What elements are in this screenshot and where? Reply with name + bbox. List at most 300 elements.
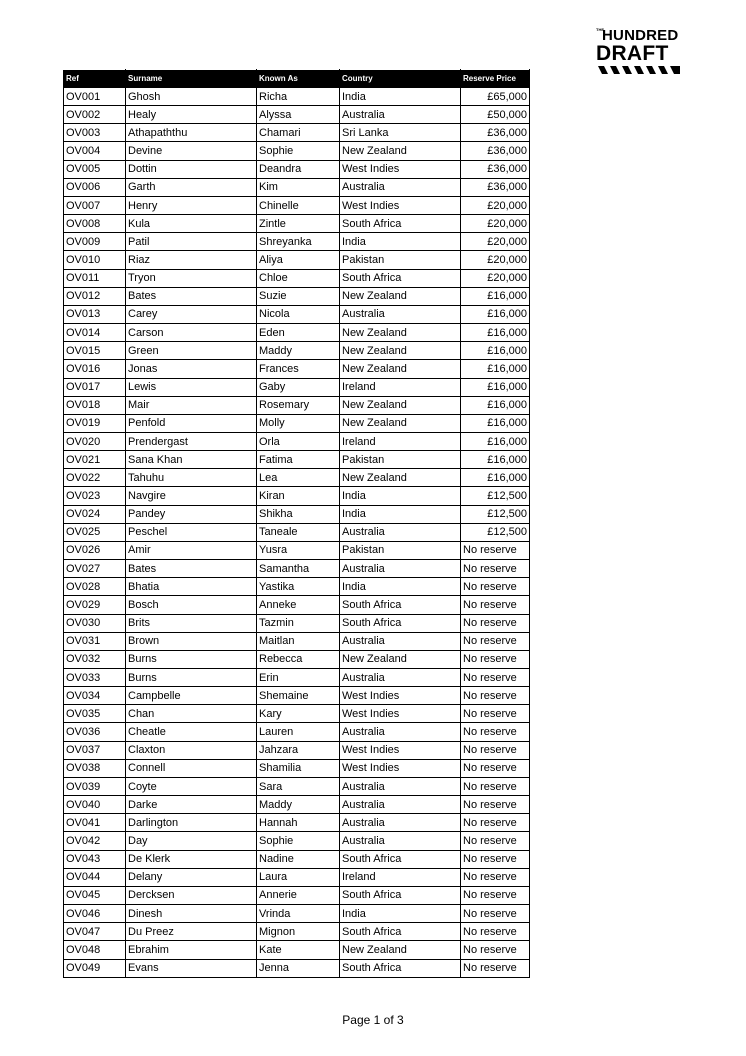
cell-surname: Devine xyxy=(126,142,257,160)
table-row xyxy=(64,814,530,832)
table-row xyxy=(64,777,530,795)
table-row xyxy=(64,596,530,614)
cell-ref: OV031 xyxy=(64,632,126,650)
cell-reserve-price: £16,000 xyxy=(461,305,530,323)
cell-known-as: Shamilia xyxy=(257,759,340,777)
cell-known-as: Molly xyxy=(257,414,340,432)
table-row xyxy=(64,196,530,214)
cell-known-as: Mignon xyxy=(257,923,340,941)
cell-reserve-price: £20,000 xyxy=(461,269,530,287)
table-row xyxy=(64,124,530,142)
cell-reserve-price: No reserve xyxy=(461,941,530,959)
cell-surname: Dercksen xyxy=(126,886,257,904)
cell-reserve-price: No reserve xyxy=(461,705,530,723)
col-header-ref: Ref xyxy=(64,70,126,88)
cell-known-as: Frances xyxy=(257,360,340,378)
cell-known-as: Chloe xyxy=(257,269,340,287)
cell-reserve-price: No reserve xyxy=(461,614,530,632)
cell-country: South Africa xyxy=(340,269,461,287)
table-row xyxy=(64,832,530,850)
cell-surname: Connell xyxy=(126,759,257,777)
cell-ref: OV039 xyxy=(64,777,126,795)
cell-ref: OV042 xyxy=(64,832,126,850)
cell-surname: Brown xyxy=(126,632,257,650)
table-row xyxy=(64,705,530,723)
cell-reserve-price: £20,000 xyxy=(461,233,530,251)
cell-surname: Burns xyxy=(126,669,257,687)
cell-known-as: Chinelle xyxy=(257,196,340,214)
cell-ref: OV036 xyxy=(64,723,126,741)
cell-surname: Claxton xyxy=(126,741,257,759)
cell-ref: OV025 xyxy=(64,523,126,541)
cell-country: Australia xyxy=(340,178,461,196)
hundred-draft-logo xyxy=(594,28,682,78)
table-row xyxy=(64,759,530,777)
table-row xyxy=(64,160,530,178)
cell-ref: OV003 xyxy=(64,124,126,142)
cell-known-as: Eden xyxy=(257,324,340,342)
table-row xyxy=(64,850,530,868)
cell-reserve-price: £12,500 xyxy=(461,505,530,523)
cell-country: Australia xyxy=(340,777,461,795)
cell-reserve-price: £65,000 xyxy=(461,88,530,106)
table-row xyxy=(64,687,530,705)
cell-reserve-price: £20,000 xyxy=(461,251,530,269)
cell-country: New Zealand xyxy=(340,650,461,668)
cell-country: New Zealand xyxy=(340,941,461,959)
logo-hazard-stripes xyxy=(596,66,680,74)
cell-ref: OV049 xyxy=(64,959,126,977)
cell-surname: Peschel xyxy=(126,523,257,541)
cell-country: New Zealand xyxy=(340,414,461,432)
cell-ref: OV048 xyxy=(64,941,126,959)
cell-country: Ireland xyxy=(340,868,461,886)
cell-known-as: Tazmin xyxy=(257,614,340,632)
cell-known-as: Kate xyxy=(257,941,340,959)
cell-country: Australia xyxy=(340,796,461,814)
cell-known-as: Annerie xyxy=(257,886,340,904)
cell-ref: OV033 xyxy=(64,669,126,687)
cell-surname: Tahuhu xyxy=(126,469,257,487)
cell-reserve-price: No reserve xyxy=(461,578,530,596)
cell-country: West Indies xyxy=(340,759,461,777)
cell-known-as: Alyssa xyxy=(257,106,340,124)
cell-surname: Penfold xyxy=(126,414,257,432)
table-row xyxy=(64,142,530,160)
cell-known-as: Yastika xyxy=(257,578,340,596)
cell-ref: OV030 xyxy=(64,614,126,632)
cell-surname: Campbelle xyxy=(126,687,257,705)
cell-reserve-price: £16,000 xyxy=(461,432,530,450)
cell-reserve-price: No reserve xyxy=(461,759,530,777)
cell-reserve-price: £16,000 xyxy=(461,287,530,305)
cell-country: New Zealand xyxy=(340,360,461,378)
cell-known-as: Anneke xyxy=(257,596,340,614)
cell-reserve-price: No reserve xyxy=(461,868,530,886)
cell-country: West Indies xyxy=(340,705,461,723)
cell-reserve-price: No reserve xyxy=(461,832,530,850)
cell-known-as: Fatima xyxy=(257,451,340,469)
cell-reserve-price: No reserve xyxy=(461,632,530,650)
cell-known-as: Orla xyxy=(257,432,340,450)
cell-country: West Indies xyxy=(340,196,461,214)
cell-country: Pakistan xyxy=(340,251,461,269)
table-row xyxy=(64,269,530,287)
cell-country: India xyxy=(340,233,461,251)
cell-known-as: Maddy xyxy=(257,796,340,814)
cell-known-as: Lea xyxy=(257,469,340,487)
cell-country: South Africa xyxy=(340,923,461,941)
table-row xyxy=(64,868,530,886)
cell-country: Australia xyxy=(340,723,461,741)
cell-known-as: Shemaine xyxy=(257,687,340,705)
cell-known-as: Suzie xyxy=(257,287,340,305)
table-row xyxy=(64,432,530,450)
cell-country: Australia xyxy=(340,669,461,687)
cell-surname: Bates xyxy=(126,560,257,578)
cell-reserve-price: No reserve xyxy=(461,596,530,614)
cell-ref: OV023 xyxy=(64,487,126,505)
cell-known-as: Jahzara xyxy=(257,741,340,759)
table-row xyxy=(64,451,530,469)
cell-country: Australia xyxy=(340,560,461,578)
table-row xyxy=(64,886,530,904)
cell-reserve-price: No reserve xyxy=(461,850,530,868)
cell-ref: OV009 xyxy=(64,233,126,251)
cell-surname: Darke xyxy=(126,796,257,814)
table-row xyxy=(64,324,530,342)
cell-surname: Healy xyxy=(126,106,257,124)
cell-ref: OV028 xyxy=(64,578,126,596)
cell-ref: OV034 xyxy=(64,687,126,705)
cell-surname: Cheatle xyxy=(126,723,257,741)
cell-reserve-price: £36,000 xyxy=(461,142,530,160)
cell-ref: OV045 xyxy=(64,886,126,904)
table-row xyxy=(64,215,530,233)
cell-surname: Chan xyxy=(126,705,257,723)
cell-country: Ireland xyxy=(340,378,461,396)
cell-surname: Green xyxy=(126,342,257,360)
table-row xyxy=(64,487,530,505)
cell-reserve-price: No reserve xyxy=(461,669,530,687)
cell-reserve-price: No reserve xyxy=(461,560,530,578)
cell-country: India xyxy=(340,578,461,596)
cell-country: New Zealand xyxy=(340,142,461,160)
cell-ref: OV021 xyxy=(64,451,126,469)
table-row xyxy=(64,723,530,741)
cell-known-as: Laura xyxy=(257,868,340,886)
cell-ref: OV029 xyxy=(64,596,126,614)
cell-country: Pakistan xyxy=(340,541,461,559)
cell-reserve-price: £20,000 xyxy=(461,215,530,233)
cell-surname: Bates xyxy=(126,287,257,305)
cell-country: Australia xyxy=(340,814,461,832)
cell-country: South Africa xyxy=(340,959,461,977)
cell-ref: OV011 xyxy=(64,269,126,287)
cell-known-as: Jenna xyxy=(257,959,340,977)
cell-country: Australia xyxy=(340,305,461,323)
cell-surname: Jonas xyxy=(126,360,257,378)
cell-country: India xyxy=(340,88,461,106)
cell-ref: OV046 xyxy=(64,905,126,923)
cell-country: Australia xyxy=(340,106,461,124)
cell-surname: Carey xyxy=(126,305,257,323)
cell-known-as: Rosemary xyxy=(257,396,340,414)
cell-known-as: Kim xyxy=(257,178,340,196)
cell-surname: Athapaththu xyxy=(126,124,257,142)
cell-reserve-price: £16,000 xyxy=(461,451,530,469)
cell-surname: Dottin xyxy=(126,160,257,178)
cell-surname: Du Preez xyxy=(126,923,257,941)
logo-hundred-text: HUNDRED xyxy=(602,27,679,44)
cell-ref: OV026 xyxy=(64,541,126,559)
cell-surname: Sana Khan xyxy=(126,451,257,469)
cell-country: India xyxy=(340,487,461,505)
table-row xyxy=(64,632,530,650)
table-row xyxy=(64,88,530,106)
cell-ref: OV001 xyxy=(64,88,126,106)
cell-reserve-price: No reserve xyxy=(461,796,530,814)
table-row xyxy=(64,396,530,414)
cell-surname: Ebrahim xyxy=(126,941,257,959)
cell-known-as: Rebecca xyxy=(257,650,340,668)
cell-country: Sri Lanka xyxy=(340,124,461,142)
cell-country: Ireland xyxy=(340,432,461,450)
cell-country: West Indies xyxy=(340,160,461,178)
table-header-row xyxy=(64,70,530,88)
cell-known-as: Zintle xyxy=(257,215,340,233)
cell-surname: Day xyxy=(126,832,257,850)
cell-surname: Riaz xyxy=(126,251,257,269)
cell-reserve-price: £50,000 xyxy=(461,106,530,124)
cell-country: India xyxy=(340,905,461,923)
cell-surname: Pandey xyxy=(126,505,257,523)
cell-ref: OV018 xyxy=(64,396,126,414)
cell-reserve-price: £16,000 xyxy=(461,396,530,414)
cell-known-as: Chamari xyxy=(257,124,340,142)
cell-reserve-price: £12,500 xyxy=(461,523,530,541)
reserve-price-table xyxy=(63,69,530,978)
cell-country: South Africa xyxy=(340,596,461,614)
cell-country: New Zealand xyxy=(340,469,461,487)
cell-ref: OV044 xyxy=(64,868,126,886)
table-row xyxy=(64,541,530,559)
cell-known-as: Sophie xyxy=(257,142,340,160)
cell-known-as: Vrinda xyxy=(257,905,340,923)
table-row xyxy=(64,560,530,578)
col-header-surname: Surname xyxy=(126,70,257,88)
cell-ref: OV019 xyxy=(64,414,126,432)
cell-ref: OV040 xyxy=(64,796,126,814)
table-row xyxy=(64,378,530,396)
cell-reserve-price: No reserve xyxy=(461,541,530,559)
cell-country: South Africa xyxy=(340,614,461,632)
cell-reserve-price: No reserve xyxy=(461,777,530,795)
cell-country: South Africa xyxy=(340,850,461,868)
cell-known-as: Erin xyxy=(257,669,340,687)
cell-country: South Africa xyxy=(340,215,461,233)
cell-surname: Brits xyxy=(126,614,257,632)
cell-known-as: Gaby xyxy=(257,378,340,396)
table-row xyxy=(64,251,530,269)
cell-ref: OV008 xyxy=(64,215,126,233)
cell-surname: Henry xyxy=(126,196,257,214)
table-row xyxy=(64,650,530,668)
cell-reserve-price: No reserve xyxy=(461,886,530,904)
cell-known-as: Deandra xyxy=(257,160,340,178)
table-row xyxy=(64,578,530,596)
cell-reserve-price: £36,000 xyxy=(461,160,530,178)
table-row xyxy=(64,305,530,323)
cell-known-as: Aliya xyxy=(257,251,340,269)
table-row xyxy=(64,342,530,360)
cell-known-as: Sara xyxy=(257,777,340,795)
cell-country: West Indies xyxy=(340,741,461,759)
cell-reserve-price: £16,000 xyxy=(461,414,530,432)
table-row xyxy=(64,923,530,941)
logo-line-1 xyxy=(596,28,678,43)
cell-reserve-price: No reserve xyxy=(461,687,530,705)
cell-ref: OV020 xyxy=(64,432,126,450)
cell-known-as: Lauren xyxy=(257,723,340,741)
cell-country: New Zealand xyxy=(340,324,461,342)
table-row xyxy=(64,505,530,523)
cell-reserve-price: £20,000 xyxy=(461,196,530,214)
cell-ref: OV016 xyxy=(64,360,126,378)
cell-ref: OV007 xyxy=(64,196,126,214)
col-header-known-as: Known As xyxy=(257,70,340,88)
cell-ref: OV032 xyxy=(64,650,126,668)
cell-country: New Zealand xyxy=(340,342,461,360)
logo-the-prefix: THE xyxy=(596,27,604,32)
cell-surname: Lewis xyxy=(126,378,257,396)
cell-surname: Kula xyxy=(126,215,257,233)
cell-ref: OV006 xyxy=(64,178,126,196)
table-row xyxy=(64,178,530,196)
cell-country: Australia xyxy=(340,832,461,850)
cell-ref: OV005 xyxy=(64,160,126,178)
cell-reserve-price: £16,000 xyxy=(461,342,530,360)
cell-ref: OV022 xyxy=(64,469,126,487)
cell-surname: De Klerk xyxy=(126,850,257,868)
cell-ref: OV041 xyxy=(64,814,126,832)
cell-reserve-price: £16,000 xyxy=(461,324,530,342)
cell-ref: OV043 xyxy=(64,850,126,868)
table-row xyxy=(64,614,530,632)
cell-reserve-price: £16,000 xyxy=(461,469,530,487)
cell-ref: OV004 xyxy=(64,142,126,160)
cell-surname: Bhatia xyxy=(126,578,257,596)
table-row xyxy=(64,469,530,487)
cell-surname: Garth xyxy=(126,178,257,196)
table-row xyxy=(64,233,530,251)
cell-reserve-price: No reserve xyxy=(461,959,530,977)
table-row xyxy=(64,796,530,814)
cell-country: New Zealand xyxy=(340,396,461,414)
cell-known-as: Kary xyxy=(257,705,340,723)
cell-surname: Darlington xyxy=(126,814,257,832)
cell-ref: OV027 xyxy=(64,560,126,578)
cell-known-as: Hannah xyxy=(257,814,340,832)
cell-surname: Patil xyxy=(126,233,257,251)
cell-surname: Mair xyxy=(126,396,257,414)
cell-country: Australia xyxy=(340,523,461,541)
cell-ref: OV017 xyxy=(64,378,126,396)
table-row xyxy=(64,741,530,759)
cell-known-as: Taneale xyxy=(257,523,340,541)
cell-known-as: Nicola xyxy=(257,305,340,323)
cell-reserve-price: £16,000 xyxy=(461,360,530,378)
table-row xyxy=(64,905,530,923)
cell-known-as: Shikha xyxy=(257,505,340,523)
cell-ref: OV047 xyxy=(64,923,126,941)
cell-ref: OV038 xyxy=(64,759,126,777)
cell-surname: Navgire xyxy=(126,487,257,505)
cell-country: West Indies xyxy=(340,687,461,705)
cell-ref: OV015 xyxy=(64,342,126,360)
col-header-reserve-price: Reserve Price xyxy=(461,70,530,88)
cell-reserve-price: No reserve xyxy=(461,741,530,759)
cell-reserve-price: No reserve xyxy=(461,650,530,668)
cell-ref: OV010 xyxy=(64,251,126,269)
cell-ref: OV012 xyxy=(64,287,126,305)
cell-surname: Tryon xyxy=(126,269,257,287)
cell-ref: OV037 xyxy=(64,741,126,759)
cell-known-as: Nadine xyxy=(257,850,340,868)
cell-country: India xyxy=(340,505,461,523)
table-row xyxy=(64,106,530,124)
cell-ref: OV014 xyxy=(64,324,126,342)
table-row xyxy=(64,941,530,959)
cell-surname: Coyte xyxy=(126,777,257,795)
cell-country: Australia xyxy=(340,632,461,650)
cell-reserve-price: £16,000 xyxy=(461,378,530,396)
cell-surname: Delany xyxy=(126,868,257,886)
cell-known-as: Maitlan xyxy=(257,632,340,650)
cell-country: South Africa xyxy=(340,886,461,904)
logo-draft-text: DRAFT xyxy=(596,42,669,65)
cell-reserve-price: £12,500 xyxy=(461,487,530,505)
cell-surname: Bosch xyxy=(126,596,257,614)
cell-ref: OV024 xyxy=(64,505,126,523)
cell-reserve-price: No reserve xyxy=(461,905,530,923)
cell-surname: Prendergast xyxy=(126,432,257,450)
cell-known-as: Kiran xyxy=(257,487,340,505)
cell-ref: OV002 xyxy=(64,106,126,124)
cell-reserve-price: £36,000 xyxy=(461,178,530,196)
cell-surname: Amir xyxy=(126,541,257,559)
table-row xyxy=(64,523,530,541)
cell-country: New Zealand xyxy=(340,287,461,305)
cell-known-as: Maddy xyxy=(257,342,340,360)
cell-reserve-price: No reserve xyxy=(461,814,530,832)
cell-country: Pakistan xyxy=(340,451,461,469)
table-row xyxy=(64,360,530,378)
cell-reserve-price: No reserve xyxy=(461,723,530,741)
table-row xyxy=(64,287,530,305)
cell-known-as: Richa xyxy=(257,88,340,106)
cell-known-as: Samantha xyxy=(257,560,340,578)
table-row xyxy=(64,414,530,432)
cell-ref: OV013 xyxy=(64,305,126,323)
cell-surname: Carson xyxy=(126,324,257,342)
cell-surname: Burns xyxy=(126,650,257,668)
page-number: Page 1 of 3 xyxy=(342,1013,404,1027)
cell-reserve-price: £36,000 xyxy=(461,124,530,142)
cell-surname: Evans xyxy=(126,959,257,977)
cell-known-as: Shreyanka xyxy=(257,233,340,251)
table-row xyxy=(64,669,530,687)
